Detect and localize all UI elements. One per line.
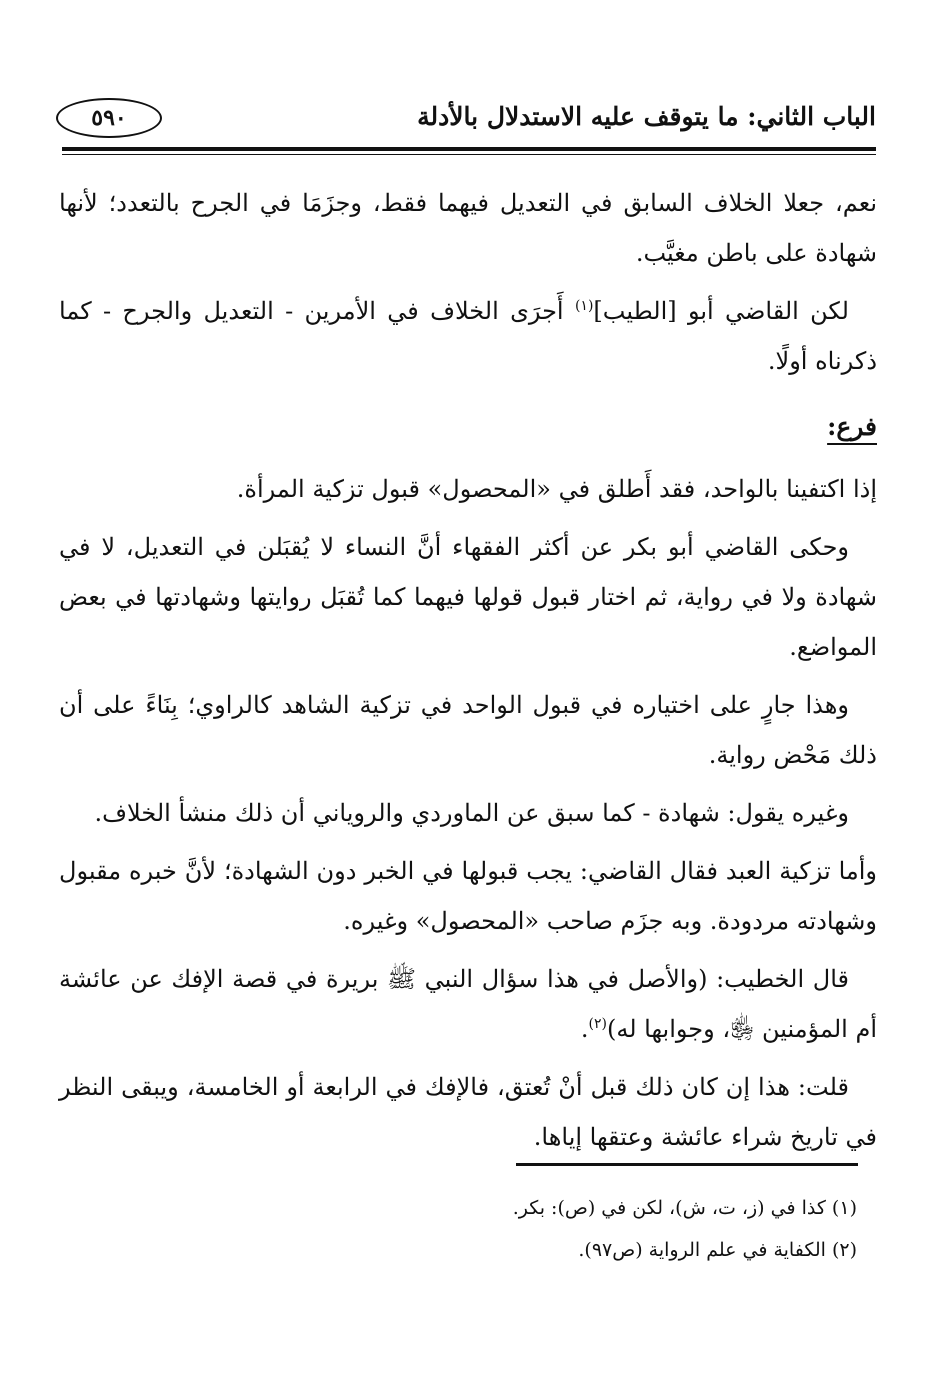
paragraph-5: وهذا جارٍ على اختياره في قبول الواحد في تزكية الشاهد كالراوي؛ بِنَاءً على أن ذلك مَحْض رواية. <box>59 691 877 769</box>
page-number <box>56 98 162 138</box>
footnote-separator <box>516 1163 858 1166</box>
footnote-ref-1: (١) <box>574 298 594 314</box>
paragraph-8-text-a: قال الخطيب: (والأصل في هذا سؤال النبي ﷺ بريرة في قصة الإفك عن عائشة أم المؤمنين ﵂، وجوابها له) <box>59 965 877 1043</box>
paragraph-8 <box>59 954 877 1054</box>
footnote-2: (٢) الكفاية في علم الرواية (ص٩٧). <box>578 1239 857 1261</box>
header-rule-thin <box>62 154 876 155</box>
section-heading: فرع: <box>827 412 877 441</box>
paragraph-8-text-b: . <box>580 1015 589 1043</box>
footnote-ref-2: (٢) <box>588 1016 607 1032</box>
chapter-title: الباب الثاني: ما يتوقف عليه الاستدلال بالأدلة <box>417 102 876 131</box>
paragraph-7: وأما تزكية العبد فقال القاضي: يجب قبولها في الخبر دون الشهادة؛ لأنَّ خبره مقبول وشهادته مردودة. وبه جزَم صاحب «المحصول» وغيره. <box>59 857 877 935</box>
paragraph-2 <box>59 286 877 386</box>
main-text <box>59 178 877 1170</box>
footnotes <box>59 1190 857 1274</box>
paragraph-2-text-a: لكن القاضي أبو [الطيب] <box>593 297 849 325</box>
page-number-text: ٥٩٠ <box>91 105 127 131</box>
paragraph-6: وغيره يقول: شهادة - كما سبق عن الماوردي والروياني أن ذلك منشأ الخلاف. <box>94 799 849 827</box>
paragraph-3: إذا اكتفينا بالواحد، فقد أَطلق في «المحصول» قبول تزكية المرأة. <box>236 475 877 503</box>
page-header <box>56 92 876 148</box>
paragraph-4: وحكى القاضي أبو بكر عن أكثر الفقهاء أنَّ النساء لا يُقبَلن في التعديل، لا في شهادة ولا في رواية، ثم اختار قبول قولها فيهما كما تُقبَل روايتها وشهادتها في بعض المواضع. <box>59 533 877 661</box>
header-rule <box>62 147 876 151</box>
paragraph-1: نعم، جعلا الخلاف السابق في التعديل فيهما فقط، وجزَمَا في الجرح بالتعدد؛ لأنها شهادة على باطن مغيَّب. <box>59 189 877 267</box>
footnote-1: (١) كذا في (ز، ت، ش)، لكن في (ص): بكر. <box>512 1197 857 1219</box>
paragraph-9: قلت: هذا إن كان ذلك قبل أنْ تُعتق، فالإفك في الرابعة أو الخامسة، ويبقى النظر في تاريخ شراء عائشة وعتقها إياها. <box>59 1073 877 1151</box>
paragraph-2-text-b: أَجرَى الخلاف في الأمرين - التعديل والجرح - كما ذكرناه أولًا. <box>59 297 877 375</box>
